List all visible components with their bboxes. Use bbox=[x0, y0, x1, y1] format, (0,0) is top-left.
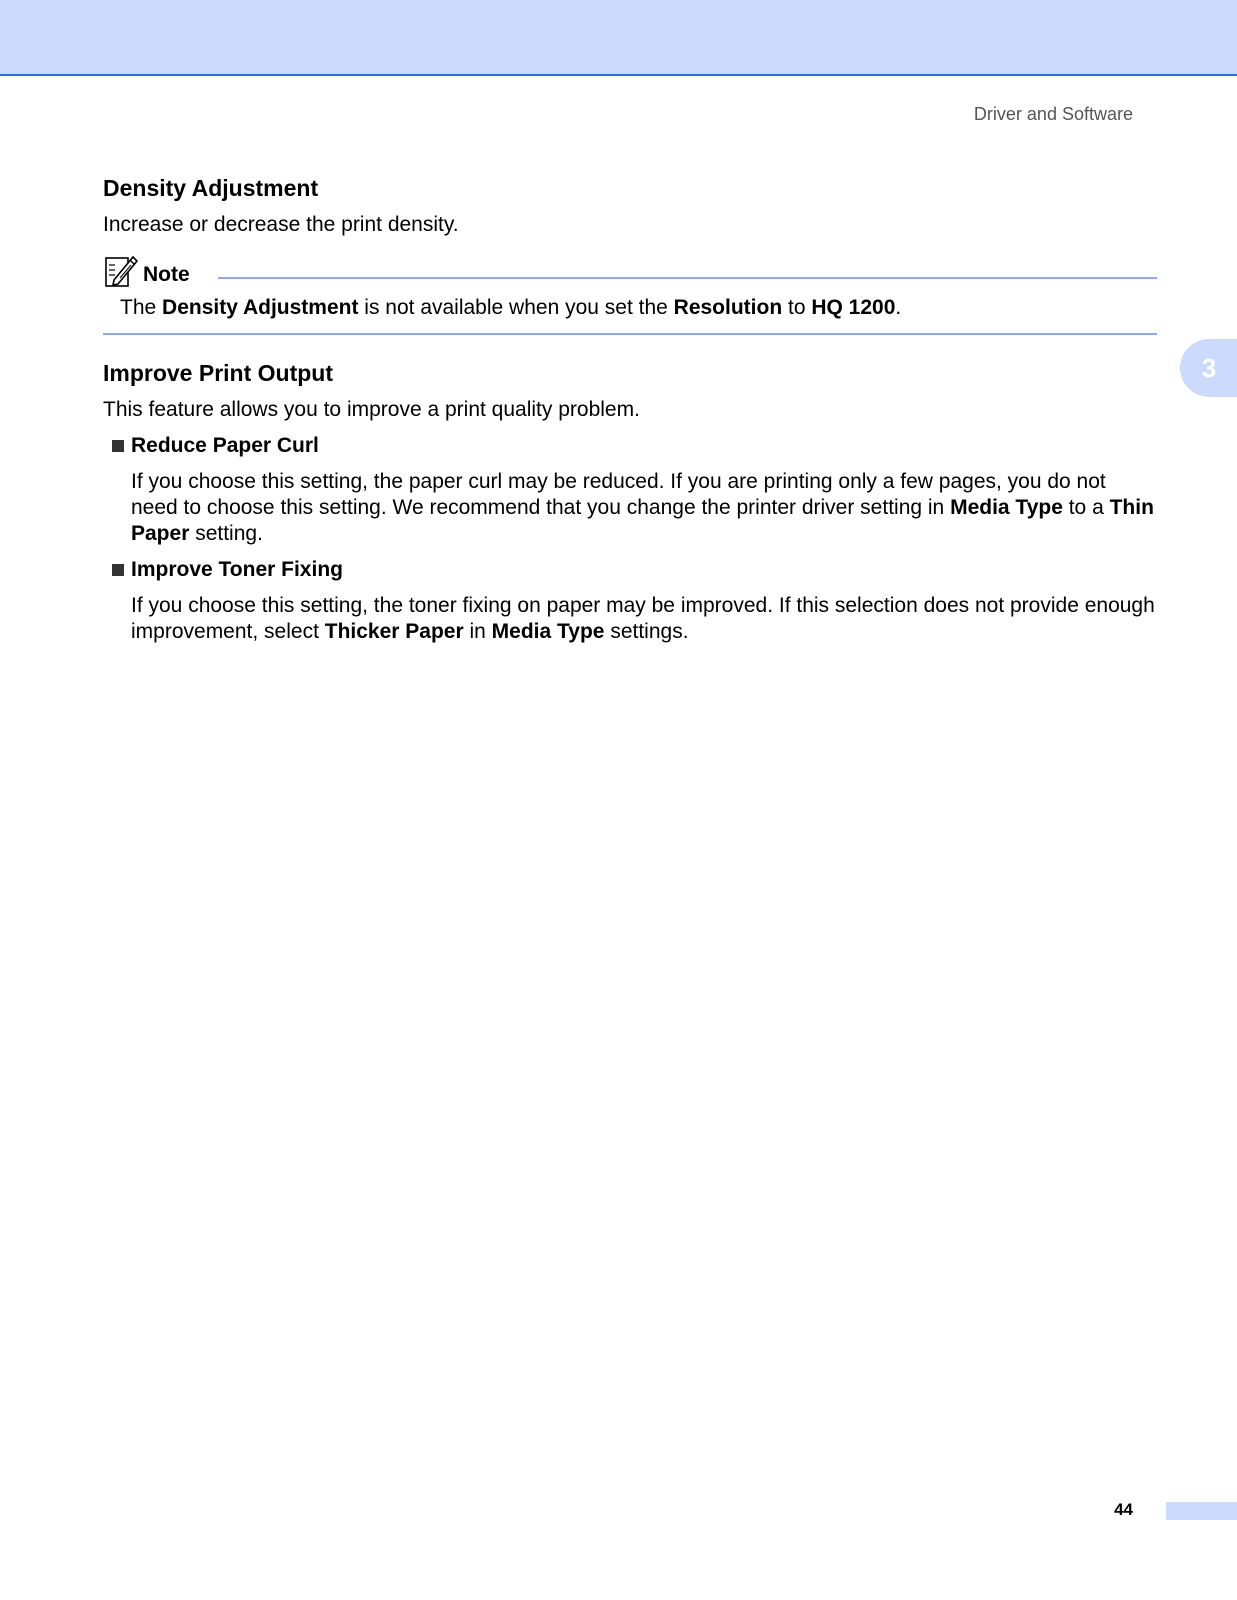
header-band bbox=[0, 0, 1237, 76]
chapter-tab bbox=[1180, 339, 1237, 397]
section-density-adjustment bbox=[103, 174, 1157, 238]
bullet-item-title: Improve Toner Fixing bbox=[103, 557, 1157, 583]
note-text: The Density Adjustment is not available when you set the Resolution to HQ 1200. bbox=[120, 296, 902, 319]
bullet-square-icon bbox=[112, 564, 124, 576]
running-header: Driver and Software bbox=[973, 104, 1133, 124]
section-improve-print-output bbox=[103, 359, 1157, 645]
note-top-rule bbox=[218, 277, 1157, 279]
bullet-item-body: If you choose this setting, the toner fixing on paper may be improved. If this selection does not provide enough improvement, select Thicker Paper in Media Type settings. bbox=[131, 594, 1155, 643]
note-header bbox=[103, 253, 1157, 293]
page-number: 44 bbox=[1114, 1500, 1133, 1519]
section-body: Increase or decrease the print density. bbox=[103, 213, 459, 236]
section-title: Improve Print Output bbox=[103, 360, 333, 386]
note-label: Note bbox=[143, 263, 190, 286]
note-box bbox=[103, 253, 1157, 335]
bullet-item-title: Reduce Paper Curl bbox=[103, 433, 1157, 459]
note-bottom-rule bbox=[103, 333, 1157, 335]
page-number-bar bbox=[1166, 1502, 1237, 1520]
chapter-number: 3 bbox=[1201, 353, 1217, 383]
bullet-square-icon bbox=[112, 440, 124, 452]
section-body: This feature allows you to improve a print quality problem. bbox=[103, 398, 640, 421]
note-pencil-icon bbox=[103, 253, 139, 289]
section-title: Density Adjustment bbox=[103, 175, 319, 201]
bullet-item-body: If you choose this setting, the paper curl may be reduced. If you are printing only a few pages, you do not need to choose this setting. We recommend that you change the printer driver setting in Media Type to a Thin Paper setting. bbox=[131, 470, 1154, 545]
